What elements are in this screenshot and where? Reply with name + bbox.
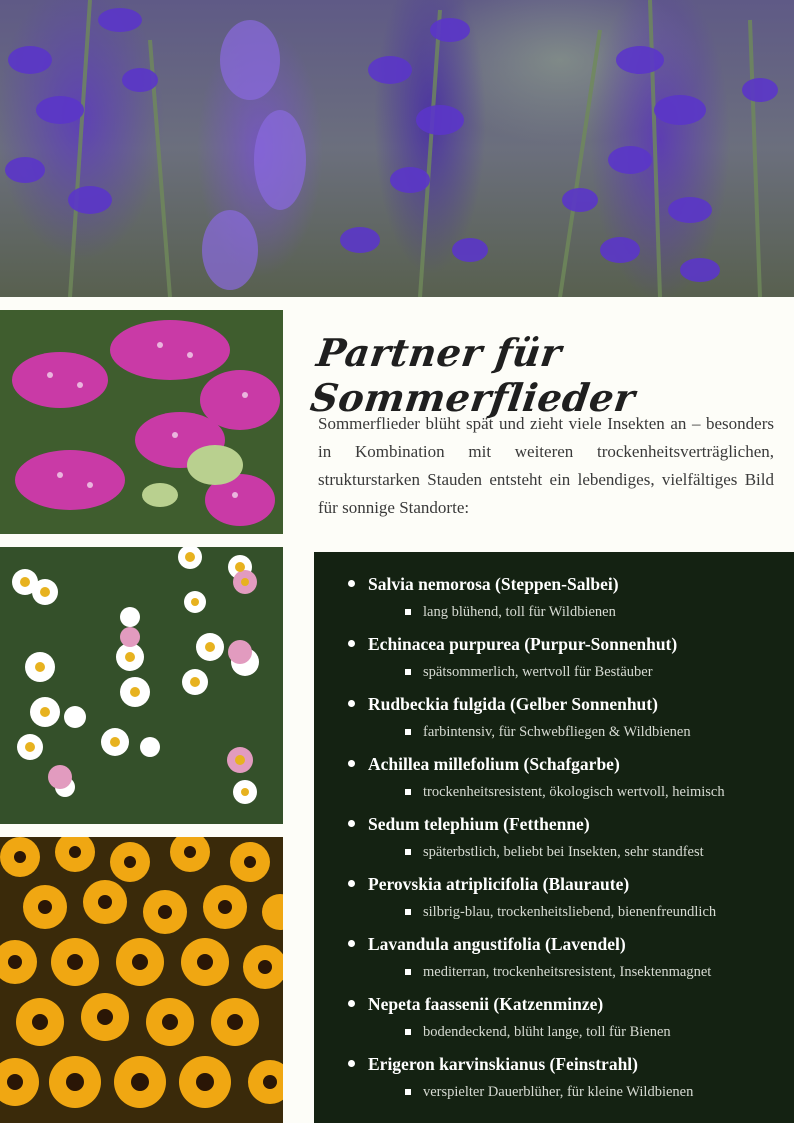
list-item <box>314 1050 794 1110</box>
plant-name: Echinacea purpurea (Purpur-Sonnenhut) <box>368 630 677 658</box>
hero-photo-salvia <box>0 0 794 297</box>
plant-note: lang blühend, toll für Wildbienen <box>423 600 616 624</box>
intro-paragraph: Sommerflieder blüht spät und zieht viele Insekten an – besonders in Kombination mit weiteren trockenheitsverträglichen, strukturstarken Stauden entsteht ein lebendiges, vielfältiges Bild für sonnige Standorte: <box>318 414 774 517</box>
list-item <box>314 750 794 810</box>
plant-note: späterbstlich, beliebt bei Insekten, sehr standfest <box>423 840 704 864</box>
yarrow-illustration <box>0 310 283 534</box>
list-item <box>314 570 794 630</box>
photo-erigeron <box>0 547 283 824</box>
page-title: Partner für Sommerflieder <box>307 330 639 420</box>
plant-note: silbrig-blau, trockenheitsliebend, bienenfreundlich <box>423 900 716 924</box>
plant-name: Rudbeckia fulgida (Gelber Sonnenhut) <box>368 690 658 718</box>
list-item <box>314 930 794 990</box>
photo-achillea <box>0 310 283 534</box>
plant-note: spätsommerlich, wertvoll für Bestäuber <box>423 660 653 684</box>
list-item <box>314 990 794 1050</box>
list-item <box>314 690 794 750</box>
plant-list <box>314 570 794 1110</box>
plant-note: trockenheitsresistent, ökologisch wertvoll, heimisch <box>423 780 725 804</box>
erigeron-illustration <box>0 547 283 824</box>
plant-name: Lavandula angustifolia (Lavendel) <box>368 930 626 958</box>
plant-note: mediterran, trockenheitsresistent, Insektenmagnet <box>423 960 711 984</box>
list-item <box>314 630 794 690</box>
plant-name: Erigeron karvinskianus (Feinstrahl) <box>368 1050 638 1078</box>
salvia-illustration <box>0 0 794 297</box>
list-item <box>314 870 794 930</box>
rudbeckia-illustration <box>0 837 283 1123</box>
plant-note: verspielter Dauerblüher, für kleine Wildbienen <box>423 1080 693 1104</box>
plant-name: Achillea millefolium (Schafgarbe) <box>368 750 620 778</box>
plant-list-panel <box>314 552 794 1123</box>
plant-name: Salvia nemorosa (Steppen-Salbei) <box>368 570 619 598</box>
photo-rudbeckia <box>0 837 283 1123</box>
plant-name: Sedum telephium (Fetthenne) <box>368 810 590 838</box>
plant-note: farbintensiv, für Schwebfliegen & Wildbienen <box>423 720 691 744</box>
plant-note: bodendeckend, blüht lange, toll für Bienen <box>423 1020 671 1044</box>
plant-name: Nepeta faassenii (Katzenminze) <box>368 990 603 1018</box>
list-item <box>314 810 794 870</box>
plant-name: Perovskia atriplicifolia (Blauraute) <box>368 870 629 898</box>
